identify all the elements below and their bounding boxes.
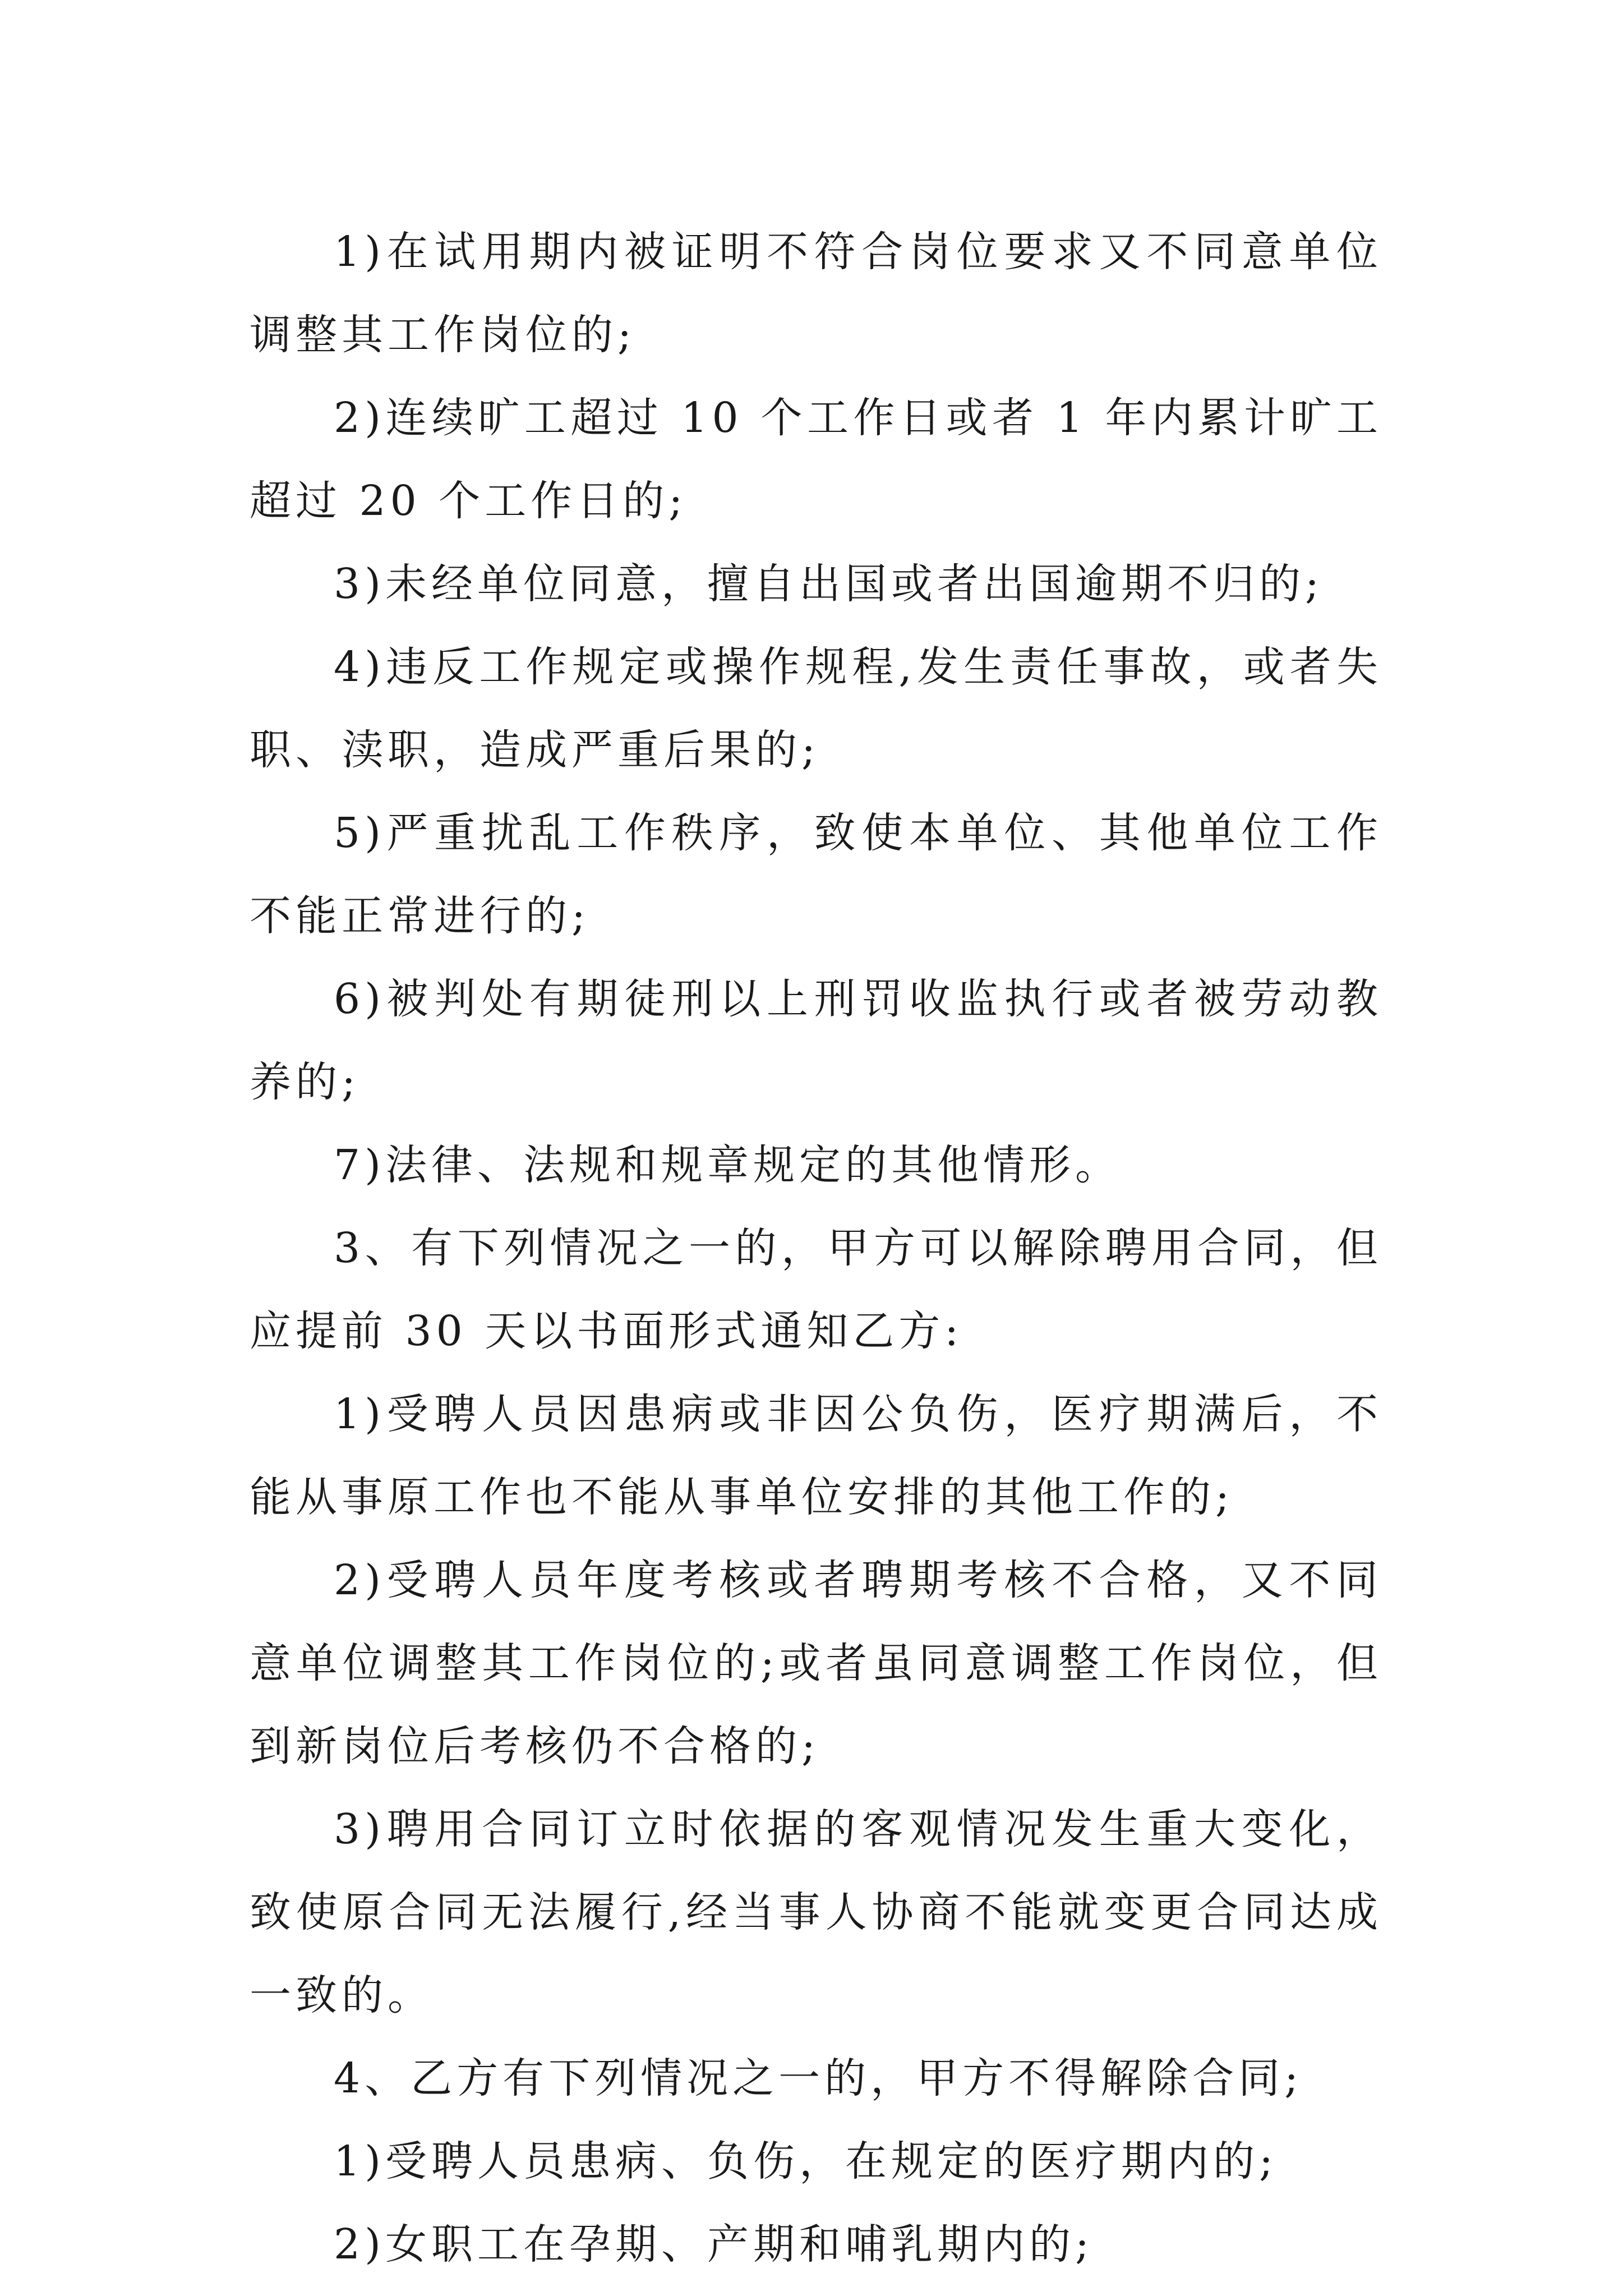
paragraph-9: 1)受聘人员因患病或非因公负伤，医疗期满后，不能从事原工作也不能从事单位安排的其他工作的; <box>250 1390 1382 1521</box>
paragraph-6: 6)被判处有期徒刑以上刑罚收监执行或者被劳动教养的; <box>250 975 1382 1106</box>
paragraph-10: 2)受聘人员年度考核或者聘期考核不合格，又不同意单位调整其工作岗位的;或者虽同意调整工作岗位，但到新岗位后考核仍不合格的; <box>250 1556 1382 1770</box>
paragraph-8: 3、有下列情况之一的，甲方可以解除聘用合同，但应提前 30 天以书面形式通知乙方: <box>250 1224 1382 1355</box>
paragraph-4: 4)违反工作规定或操作规程,发生责任事故，或者失职、渎职，造成严重后果的; <box>250 643 1382 774</box>
paragraph-13: 1)受聘人员患病、负伤，在规定的医疗期内的; <box>334 2137 1278 2185</box>
paragraph-12: 4、乙方有下列情况之一的，甲方不得解除合同; <box>334 2054 1303 2102</box>
paragraph-1: 1)在试用期内被证明不符合岗位要求又不同意单位调整其工作岗位的; <box>250 228 1382 359</box>
paragraph-14: 2)女职工在孕期、产期和哺乳期内的; <box>334 2220 1094 2269</box>
paragraph-2: 2)连续旷工超过 10 个工作日或者 1 年内累计旷工超过 20 个工作日的; <box>250 394 1382 525</box>
paragraph-5: 5)严重扰乱工作秩序，致使本单位、其他单位工作不能正常进行的; <box>250 809 1382 940</box>
document-body <box>250 210 1382 2286</box>
paragraph-3: 3)未经单位同意，擅自出国或者出国逾期不归的; <box>334 560 1324 608</box>
paragraph-7: 7)法律、法规和规章规定的其他情形。 <box>334 1141 1121 1189</box>
paragraph-11: 3)聘用合同订立时依据的客观情况发生重大变化，致使原合同无法履行,经当事人协商不能就变更合同达成一致的。 <box>250 1805 1382 2019</box>
